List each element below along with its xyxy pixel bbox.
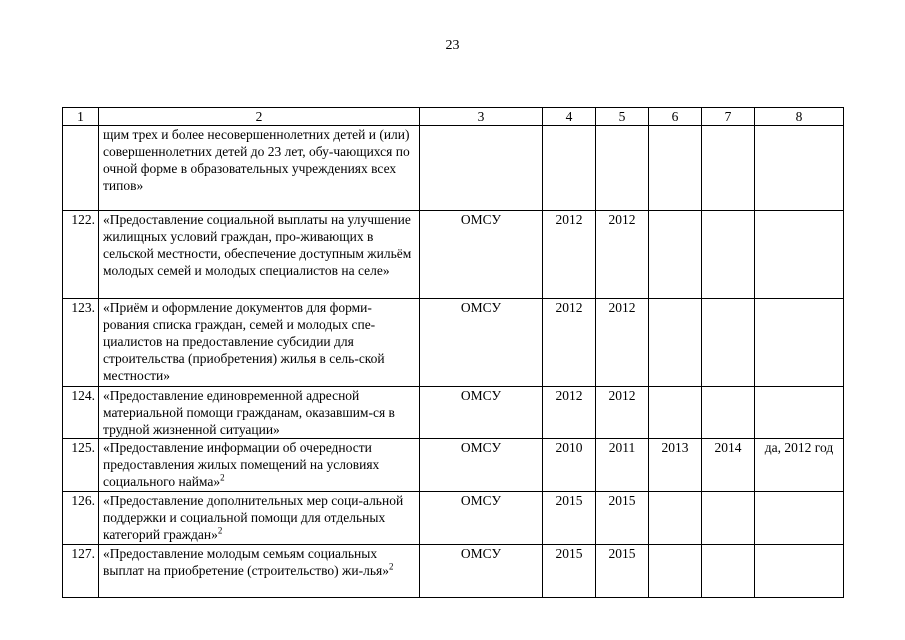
service-name — [99, 387, 420, 439]
column-header: 5 — [596, 108, 649, 126]
service-name — [99, 492, 420, 545]
service-name-text: «Предоставление единовременной адресной материальной помощи гражданам, оказавшим-ся в трудной жизненной ситуации» — [103, 388, 395, 437]
table-row — [63, 545, 844, 598]
cell-col4: 2015 — [543, 492, 596, 545]
column-header: 8 — [755, 108, 844, 126]
footnote-mark: 2 — [388, 561, 394, 572]
service-name — [99, 126, 420, 211]
service-name-text: «Предоставление дополнительных мер соци-альной поддержки и социальной помощи для отдельных категорий граждан» — [103, 493, 404, 542]
service-name-text: «Предоставление социальной выплаты на улучшение жилищных условий граждан, про-живающих в сельской местности, обеспечение доступным жильём молодых семей и молодых специалистов на селе» — [103, 212, 412, 278]
table-row — [63, 126, 844, 211]
cell-col8: да, 2012 год — [755, 439, 844, 492]
service-name-text: «Предоставление молодым семьям социальных выплат на приобретение (строительство) жи-лья» — [103, 546, 389, 578]
responsible-org — [420, 126, 543, 211]
column-header: 7 — [702, 108, 755, 126]
cell-col4: 2012 — [543, 211, 596, 299]
row-number: 127. — [63, 545, 99, 598]
table-row — [63, 492, 844, 545]
cell-col8 — [755, 211, 844, 299]
row-number: 126. — [63, 492, 99, 545]
cell-col7 — [702, 387, 755, 439]
cell-col6: 2013 — [649, 439, 702, 492]
cell-col8 — [755, 545, 844, 598]
row-number: 124. — [63, 387, 99, 439]
cell-col6 — [649, 387, 702, 439]
cell-col7 — [702, 492, 755, 545]
service-name — [99, 211, 420, 299]
column-header: 4 — [543, 108, 596, 126]
cell-col4: 2012 — [543, 299, 596, 387]
service-name — [99, 299, 420, 387]
cell-col4: 2015 — [543, 545, 596, 598]
cell-col5: 2012 — [596, 299, 649, 387]
cell-col7 — [702, 299, 755, 387]
table-row — [63, 387, 844, 439]
table-row — [63, 211, 844, 299]
cell-col4: 2012 — [543, 387, 596, 439]
responsible-org: ОМСУ — [420, 387, 543, 439]
service-name-text: «Предоставление информации об очередности предоставления жилых помещений на условиях социального найма» — [103, 440, 380, 489]
service-name-text: щим трех и более несовершеннолетних детей и (или) совершеннолетних детей до 23 лет, обу-чающихся по очной форме в образовательных учреждениях всех типов» — [103, 127, 410, 193]
row-number: 123. — [63, 299, 99, 387]
column-header: 6 — [649, 108, 702, 126]
cell-col7 — [702, 211, 755, 299]
cell-col5: 2012 — [596, 211, 649, 299]
column-header: 2 — [99, 108, 420, 126]
column-header: 1 — [63, 108, 99, 126]
cell-col7: 2014 — [702, 439, 755, 492]
row-number — [63, 126, 99, 211]
cell-col8 — [755, 299, 844, 387]
responsible-org: ОМСУ — [420, 439, 543, 492]
responsible-org: ОМСУ — [420, 492, 543, 545]
service-name-text: «Приём и оформление документов для форми-рования списка граждан, семей и молодых спе-циалистов на предоставление субсидии для строительства (приобретения) жилья в сель-ской местности» — [103, 300, 385, 383]
page-number: 23 — [445, 38, 460, 53]
cell-col5: 2011 — [596, 439, 649, 492]
cell-col5: 2015 — [596, 492, 649, 545]
footnote-mark: 2 — [220, 472, 225, 483]
cell-col4: 2010 — [543, 439, 596, 492]
services-table — [62, 107, 844, 598]
cell-col4 — [543, 126, 596, 211]
service-name — [99, 439, 420, 492]
cell-col5: 2015 — [596, 545, 649, 598]
cell-col6 — [649, 126, 702, 211]
column-header: 3 — [420, 108, 543, 126]
cell-col7 — [702, 545, 755, 598]
cell-col8 — [755, 126, 844, 211]
row-number: 122. — [63, 211, 99, 299]
cell-col5 — [596, 126, 649, 211]
service-name — [99, 545, 420, 598]
table-row — [63, 439, 844, 492]
responsible-org: ОМСУ — [420, 545, 543, 598]
table-row — [63, 299, 844, 387]
cell-col5: 2012 — [596, 387, 649, 439]
responsible-org: ОМСУ — [420, 211, 543, 299]
row-number: 125. — [63, 439, 99, 492]
cell-col6 — [649, 492, 702, 545]
cell-col6 — [649, 299, 702, 387]
cell-col8 — [755, 387, 844, 439]
table-header-row — [63, 108, 844, 126]
cell-col6 — [649, 545, 702, 598]
footnote-mark: 2 — [217, 525, 223, 536]
cell-col7 — [702, 126, 755, 211]
responsible-org: ОМСУ — [420, 299, 543, 387]
cell-col6 — [649, 211, 702, 299]
cell-col8 — [755, 492, 844, 545]
